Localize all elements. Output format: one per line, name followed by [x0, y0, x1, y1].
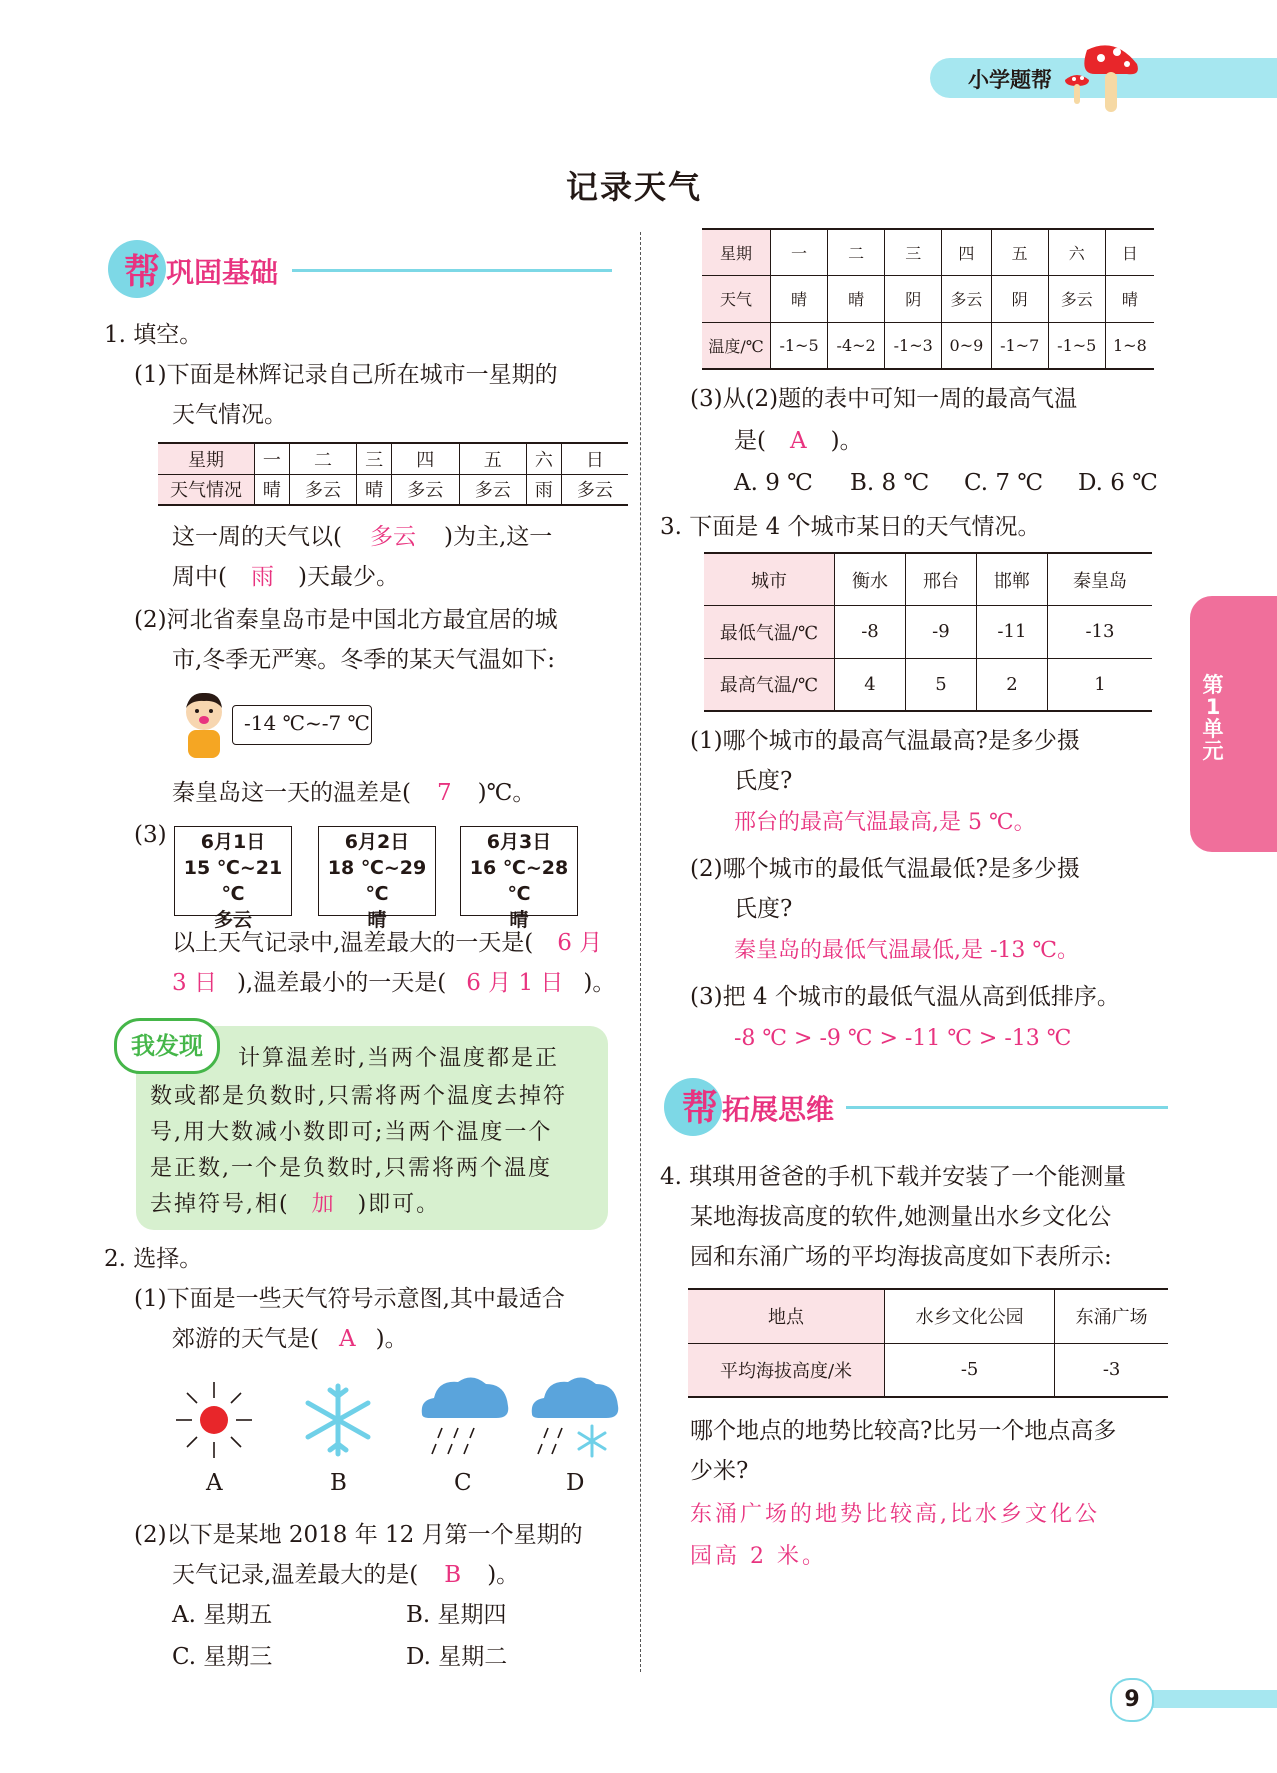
table1-cell: 多云	[561, 474, 628, 505]
q2-p2-line2	[172, 1558, 519, 1592]
q1-p1-line1: (1)下面是林辉记录自己所在城市一星期的	[134, 362, 558, 388]
table2-cell: -1~5	[771, 322, 828, 369]
table1-cell: 多云	[459, 474, 527, 505]
answer-blank: A	[338, 1326, 356, 1352]
table3-cell: 4	[835, 658, 906, 711]
answer-blank: B	[444, 1562, 462, 1588]
answer-blank: 雨	[250, 564, 274, 590]
table2-cell: 二	[828, 229, 885, 276]
table3-cell: 最高气温/℃	[704, 658, 835, 711]
text: ),温差最小的一天是(	[236, 970, 447, 996]
table2-cell: 星期	[702, 229, 771, 276]
record-temp: 18 ℃~29 ℃	[327, 857, 427, 905]
text: )天最少。	[297, 564, 399, 590]
record-weather: 晴	[509, 909, 529, 931]
table1-cell: 多云	[289, 474, 357, 505]
table2-cell: 日	[1105, 229, 1154, 276]
table4-cell: 东涌广场	[1055, 1289, 1168, 1343]
discover-line1: 计算温差时,当两个温度都是正	[238, 1046, 559, 1071]
table3-cell: -8	[835, 606, 906, 658]
table3-cell: -13	[1047, 606, 1152, 658]
q3-label: 3. 下面是 4 个城市某日的天气情况。	[660, 514, 1041, 540]
table1-cell: 雨	[527, 474, 562, 505]
q3-p3-answer: -8 ℃ > -9 ℃ > -11 ℃ > -13 ℃	[734, 1026, 1072, 1051]
table2-cell: 五	[991, 229, 1048, 276]
record-date: 6月2日	[344, 831, 410, 853]
option: B. 星期四	[406, 1602, 507, 1628]
table2-cell: 晴	[771, 276, 828, 322]
text: )℃。	[477, 780, 536, 806]
q2-p2-line1: (2)以下是某地 2018 年 12 月第一个星期的	[134, 1522, 583, 1548]
q3-p1-line2: 氏度?	[734, 768, 793, 794]
brand-label: 小学题帮	[968, 68, 1052, 92]
q1-p2-answer	[172, 776, 535, 810]
table2-cell: 一	[771, 229, 828, 276]
table1-cell: 多云	[391, 474, 459, 505]
tab-char: 1	[1205, 695, 1221, 719]
table2-cell: 晴	[828, 276, 885, 322]
option: C. 星期三	[172, 1644, 273, 1670]
record-temp: 15 ℃~21 ℃	[183, 857, 283, 905]
section-extend-title: 拓展思维	[722, 1093, 835, 1126]
table2-cell: 三	[885, 229, 942, 276]
table3-cell: 邯郸	[976, 553, 1047, 606]
column-divider	[640, 232, 641, 1672]
text: 这一周的天气以(	[172, 524, 342, 550]
q4-line3: 园和东涌广场的平均海拔高度如下表所示:	[690, 1244, 1112, 1270]
option-letter: C	[454, 1470, 472, 1496]
table1-head: 星期	[158, 443, 255, 474]
table3-cell: 衡水	[835, 553, 906, 606]
table3-cell: 5	[905, 658, 976, 711]
q1-p1-answer-line1	[172, 520, 552, 554]
discover-line4: 是正数,一个是负数时,只需将两个温度	[150, 1156, 552, 1181]
tab-char: 单	[1202, 717, 1224, 741]
option: D. 星期二	[406, 1644, 508, 1670]
answer-blank: 6 月	[557, 930, 603, 956]
table1-cell: 天气情况	[158, 474, 255, 505]
option: A. 星期五	[172, 1602, 273, 1628]
table3-cell: -9	[905, 606, 976, 658]
weekly-temperature-table	[702, 228, 1154, 370]
q2-p3-line2	[734, 424, 863, 458]
q1-p2-line1: (2)河北省秦皇岛市是中国北方最宜居的城	[134, 607, 558, 633]
text: )。	[583, 970, 616, 996]
option-letter: D	[566, 1470, 585, 1496]
q2-p3-line1: (3)从(2)题的表中可知一周的最高气温	[690, 386, 1078, 412]
option-letter: B	[330, 1470, 347, 1496]
answer-blank: 7	[436, 780, 452, 806]
q1-p1-answer-line2	[172, 560, 399, 594]
table1-head: 四	[391, 443, 459, 474]
q3-p2-line2: 氏度?	[734, 896, 793, 922]
table3-cell: 秦皇岛	[1047, 553, 1152, 606]
q4-question2: 少米?	[690, 1458, 749, 1484]
table1-head: 六	[527, 443, 562, 474]
record-weather: 晴	[367, 909, 387, 931]
q1-p2-line2: 市,冬季无严寒。冬季的某天气温如下:	[172, 647, 556, 673]
section-line	[292, 269, 612, 272]
option: B. 8 ℃	[850, 470, 930, 496]
text: 天气记录,温差最大的是(	[172, 1562, 419, 1588]
table1-cell: 晴	[357, 474, 392, 505]
q3-p2-line1: (2)哪个城市的最低气温最低?是多少摄	[690, 856, 1080, 882]
table4-cell: 水乡文化公园	[885, 1289, 1055, 1343]
page-number: 9	[1110, 1678, 1154, 1722]
table2-cell: 晴	[1105, 276, 1154, 322]
text: 去掉符号,相(	[150, 1192, 290, 1217]
q1-p3-answer-line1	[172, 926, 602, 960]
footer-band	[1140, 1690, 1277, 1708]
unit-tab-label	[1198, 674, 1228, 762]
option-letter: A	[206, 1470, 223, 1496]
sun-icon	[172, 1378, 256, 1462]
table3-cell: -11	[976, 606, 1047, 658]
text: 周中(	[172, 564, 227, 590]
q2-p1-line2	[172, 1322, 408, 1356]
weather-record-box	[174, 826, 292, 931]
weather-record-box	[460, 826, 578, 931]
table1-cell: 晴	[255, 474, 290, 505]
table1-head: 五	[459, 443, 527, 474]
tab-char: 元	[1202, 739, 1224, 763]
record-temp: 16 ℃~28 ℃	[469, 857, 569, 905]
answer-blank: 6 月 1 日	[466, 970, 564, 996]
table2-cell: 1~8	[1105, 322, 1154, 369]
table2-cell: 阴	[991, 276, 1048, 322]
table2-cell: 阴	[885, 276, 942, 322]
text: )即可。	[357, 1192, 441, 1217]
text: 郊游的天气是(	[172, 1326, 319, 1352]
snowflake-icon	[298, 1380, 378, 1460]
table2-cell: 六	[1048, 229, 1105, 276]
text: )。	[375, 1326, 408, 1352]
record-date: 6月3日	[486, 831, 552, 853]
answer-blank: 加	[311, 1192, 336, 1217]
discover-line5	[150, 1188, 440, 1222]
q4-answer1: 东涌广场的地势比较高,比水乡文化公	[690, 1502, 1100, 1527]
q2-p1-line1: (1)下面是一些天气符号示意图,其中最适合	[134, 1286, 565, 1312]
q3-p1-line1: (1)哪个城市的最高气温最高?是多少摄	[690, 728, 1080, 754]
table2-cell: 四	[942, 229, 991, 276]
answer-blank: 3 日	[172, 970, 217, 996]
section-line	[846, 1106, 1168, 1109]
table2-cell: -4~2	[828, 322, 885, 369]
table4-cell: 平均海拔高度/米	[688, 1343, 885, 1397]
table3-cell: 2	[976, 658, 1047, 711]
table2-cell: 多云	[1048, 276, 1105, 322]
answer-blank: 多云	[369, 524, 416, 550]
table3-cell: 城市	[704, 553, 835, 606]
q4-line2: 某地海拔高度的软件,她测量出水乡文化公	[690, 1204, 1112, 1230]
q1-p3-num: (3)	[134, 822, 167, 848]
q1-p3-answer-line2	[172, 966, 615, 1000]
text: 以上天气记录中,温差最大的一天是(	[172, 930, 534, 956]
table1-head: 二	[289, 443, 357, 474]
table1-head: 日	[561, 443, 628, 474]
table2-cell: -1~5	[1048, 322, 1105, 369]
table2-cell: 温度/℃	[702, 322, 771, 369]
table3-cell: 1	[1047, 658, 1152, 711]
table2-cell: 多云	[942, 276, 991, 322]
table2-cell: -1~7	[991, 322, 1048, 369]
table4-cell: -3	[1055, 1343, 1168, 1397]
option: A. 9 ℃	[734, 470, 813, 496]
q4-answer2: 园高 2 米。	[690, 1544, 827, 1569]
table3-cell: 邢台	[905, 553, 976, 606]
q1-label: 1. 填空。	[104, 322, 203, 348]
city-temperature-table	[704, 552, 1152, 712]
table2-cell: -1~3	[885, 322, 942, 369]
record-weather: 多云	[213, 909, 252, 931]
table4-cell: 地点	[688, 1289, 885, 1343]
table4-cell: -5	[885, 1343, 1055, 1397]
table3-cell: 最低气温/℃	[704, 606, 835, 658]
table1-head: 一	[255, 443, 290, 474]
option: C. 7 ℃	[964, 470, 1044, 496]
option: D. 6 ℃	[1078, 470, 1158, 496]
q3-p2-answer: 秦皇岛的最低气温最低,是 -13 ℃。	[734, 938, 1080, 963]
text: 是(	[734, 428, 766, 454]
text: )。	[830, 428, 863, 454]
discover-line2: 数或都是负数时,只需将两个温度去掉符	[150, 1084, 567, 1109]
discover-line3: 号,用大数减小数即可;当两个温度一个	[150, 1120, 553, 1145]
section-basic-title: 巩固基础	[166, 256, 279, 289]
discover-badge: 我发现	[114, 1018, 220, 1074]
table2-cell: 0~9	[942, 322, 991, 369]
q1-p1-line2: 天气情况。	[172, 402, 287, 428]
section-char: 帮	[682, 1088, 719, 1129]
table1-head: 三	[357, 443, 392, 474]
q3-p3-line1: (3)把 4 个城市的最低气温从高到低排序。	[690, 984, 1120, 1010]
record-date: 6月1日	[200, 831, 266, 853]
section-char: 帮	[124, 252, 161, 293]
text: )。	[487, 1562, 520, 1588]
q4-question1: 哪个地点的地势比较高?比另一个地点高多	[690, 1418, 1117, 1444]
table2-cell: 天气	[702, 276, 771, 322]
text: 秦皇岛这一天的温差是(	[172, 780, 411, 806]
altitude-table	[688, 1288, 1168, 1398]
mushroom-icon	[1055, 40, 1145, 118]
text: )为主,这一	[443, 524, 553, 550]
rain-cloud-icon	[416, 1370, 512, 1462]
tab-char: 第	[1202, 673, 1224, 697]
page-title: 记录天气	[566, 168, 703, 206]
boy-icon	[178, 690, 230, 760]
sleet-cloud-icon	[526, 1370, 622, 1462]
weather-record-box	[318, 826, 436, 931]
weather-table-1	[158, 442, 628, 506]
answer-blank: A	[789, 428, 807, 454]
temperature-value: -14 ℃~-7 ℃	[244, 711, 370, 735]
q2-label: 2. 选择。	[104, 1246, 203, 1272]
q3-p1-answer: 邢台的最高气温最高,是 5 ℃。	[734, 810, 1036, 835]
q4-line1: 4. 琪琪用爸爸的手机下载并安装了一个能测量	[660, 1164, 1127, 1190]
